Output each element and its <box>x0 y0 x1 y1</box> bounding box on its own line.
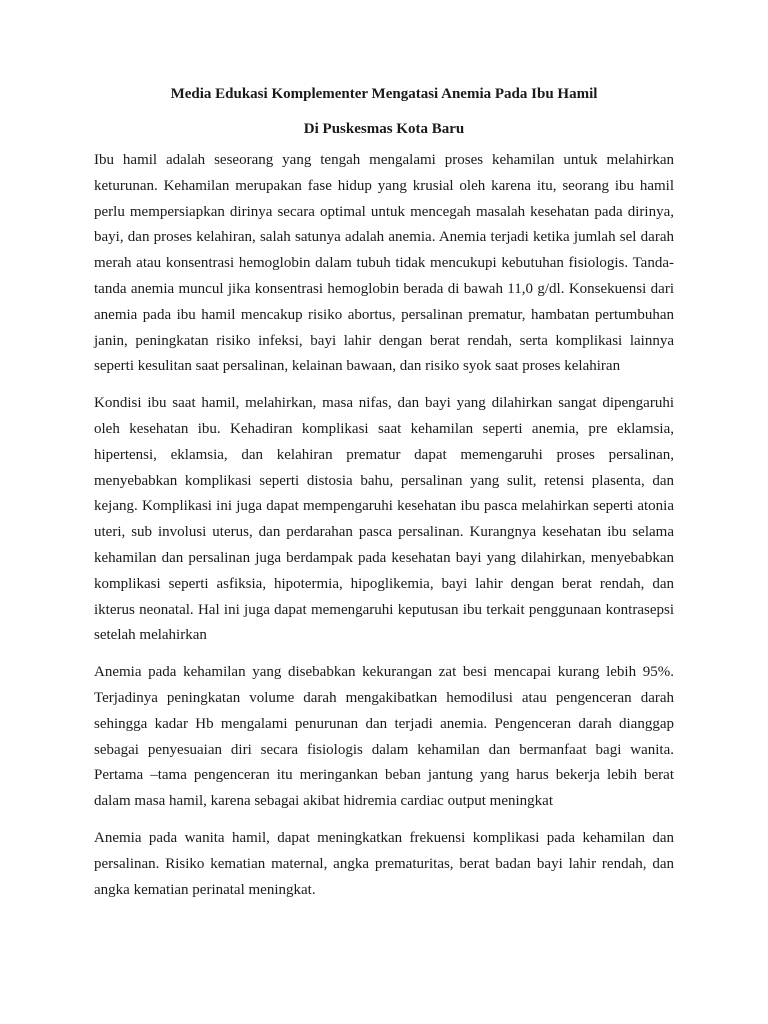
document-title: Media Edukasi Komplementer Mengatasi Anemia Pada Ibu Hamil <box>170 86 598 102</box>
paragraph-complications: Anemia pada wanita hamil, dapat meningkatkan frekuensi komplikasi pada kehamilan dan persalinan. Risiko kematian maternal, angka prematuritas, berat badan bayi lahir rendah, dan angka kematian perinatal meningkat. <box>94 829 674 898</box>
paragraph-maternal-condition: Kondisi ibu saat hamil, melahirkan, masa nifas, dan bayi yang dilahirkan sangat dipengaruhi oleh kesehatan ibu. Kehadiran komplikasi saat kehamilan seperti anemia, pre eklamsia, hipertensi, eklamsia, dan kelahiran prematur dapat memengaruhi proses persalinan, menyebabkan komplikasi seperti distosia bahu, persalinan yang sulit, retensi plasenta, dan kejang. Komplikasi ini juga dapat mempengaruhi kesehatan ibu pasca melahirkan seperti atonia uteri, sub involusi uterus, dan perdarahan pasca persalinan. Kurangnya kesehatan ibu selama kehamilan dan persalinan juga berdampak pada kesehatan bayi yang dilahirkan, menyebabkan komplikasi seperti asfiksia, hipotermia, hipoglikemia, bayi lahir dengan berat rendah, dan ikterus neonatal. Hal ini juga dapat memengaruhi keputusan ibu terkait penggunaan kontrasepsi setelah melahirkan <box>94 395 674 644</box>
document-subtitle: Di Puskesmas Kota Baru <box>303 121 465 137</box>
document-page <box>94 84 674 914</box>
paragraph-iron-deficiency: Anemia pada kehamilan yang disebabkan kekurangan zat besi mencapai kurang lebih 95%. Terjadinya peningkatan volume darah mengakibatkan hemodilusi atau pengenceran darah sehingga kadar Hb mengalami penurunan dan terjadi anemia. Pengenceran darah dianggap sebagai penyesuaian diri secara fisiologis dalam kehamilan dan bermanfaat bagi wanita. Pertama –tama pengenceran itu meringankan beban jantung yang harus bekerja lebih berat dalam masa hamil, karena sebagai akibat hidremia cardiac output meningkat <box>94 664 674 810</box>
paragraph-intro: Ibu hamil adalah seseorang yang tengah mengalami proses kehamilan untuk melahirkan keturunan. Kehamilan merupakan fase hidup yang krusial oleh karena itu, seorang ibu hamil perlu mempersiapkan dirinya secara optimal untuk mencegah masalah kesehatan pada dirinya, bayi, dan proses kelahiran, salah satunya adalah anemia. Anemia terjadi ketika jumlah sel darah merah atau konsentrasi hemoglobin dalam tubuh tidak mencukupi kebutuhan fisiologis. Tanda-tanda anemia muncul jika konsentrasi hemoglobin berada di bawah 11,0 g/dl. Konsekuensi dari anemia pada ibu hamil mencakup risiko abortus, persalinan prematur, hambatan pertumbuhan janin, peningkatan risiko infeksi, bayi lahir dengan berat rendah, serta komplikasi lainnya seperti kesulitan saat persalinan, kelainan bawaan, dan risiko syok saat proses kelahiran <box>94 152 674 375</box>
